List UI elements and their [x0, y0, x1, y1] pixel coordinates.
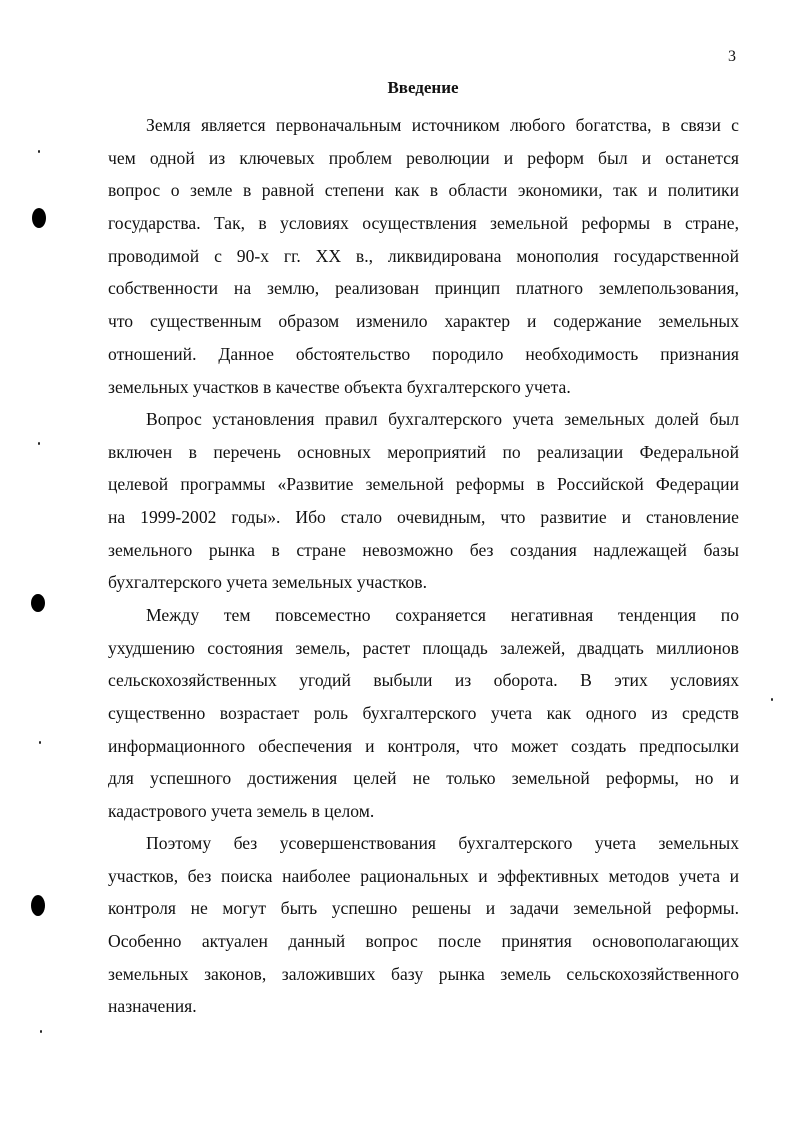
scan-speck: [771, 698, 773, 701]
paragraph-3: [108, 599, 739, 828]
text-line: включен в перечень основных мероприятий по реализации Федеральной: [108, 441, 739, 462]
text-line: Вопрос установления правил бухгалтерского учета земельных долей был: [146, 409, 739, 429]
text-line: сельскохозяйственных угодий выбыли из оборота. В этих условиях: [108, 670, 739, 691]
scan-speck: [38, 150, 40, 153]
binder-hole-mark: [31, 895, 45, 916]
paragraph-2: [108, 403, 739, 599]
text-line: целевой программы «Развитие земельной реформы в Российской Федерации: [108, 474, 739, 495]
text-line: что существенным образом изменило характер и содержание земельных: [108, 311, 739, 332]
text-line: вопрос о земле в равной степени как в области экономики, так и политики: [108, 180, 739, 201]
text-line: для успешного достижения целей не только земельной реформы, но и: [108, 768, 739, 789]
text-line: Земля является первоначальным источником любого богатства, в связи с: [146, 115, 739, 135]
text-line: проводимой с 90-х гг. XX в., ликвидирована монополия государственной: [108, 245, 739, 266]
binder-hole-mark: [32, 208, 46, 228]
scan-speck: [39, 741, 41, 744]
text-line: информационного обеспечения и контроля, что может создать предпосылки: [108, 735, 739, 756]
text-line: назначения.: [108, 996, 197, 1017]
text-line: чем одной из ключевых проблем революции и реформ был и останется: [108, 147, 739, 168]
page-number: 3: [728, 48, 736, 65]
text-line: государства. Так, в условиях осуществления земельной реформы в стране,: [108, 213, 739, 234]
text-line: земельного рынка в стране невозможно без создания надлежащей базы: [108, 539, 739, 560]
text-line: Особенно актуален данный вопрос после принятия основополагающих: [108, 931, 739, 952]
binder-hole-mark: [31, 594, 45, 612]
text-line: участков, без поиска наиболее рациональных и эффективных методов учета и: [108, 865, 739, 886]
text-line: земельных участков в качестве объекта бухгалтерского учета.: [108, 376, 571, 397]
page-title: Введение: [387, 78, 459, 97]
paragraph-1: [108, 109, 739, 403]
scan-speck: [40, 1030, 42, 1033]
text-line: ухудшению состояния земель, растет площадь залежей, двадцать миллионов: [108, 637, 739, 658]
text-line: контроля не могут быть успешно решены и задачи земельной реформы.: [108, 898, 739, 919]
text-line: бухгалтерского учета земельных участков.: [108, 572, 427, 593]
text-line: Между тем повсеместно сохраняется негативная тенденция по: [146, 605, 739, 625]
text-line: земельных законов, заложивших базу рынка земель сельскохозяйственного: [108, 963, 739, 984]
paragraph-4: [108, 827, 739, 1023]
text-line: на 1999-2002 годы». Ибо стало очевидным, что развитие и становление: [108, 507, 739, 528]
scan-speck: [38, 442, 40, 445]
text-line: отношений. Данное обстоятельство породило необходимость признания: [108, 343, 739, 364]
text-line: кадастрового учета земель в целом.: [108, 801, 375, 822]
text-line: Поэтому без усовершенствования бухгалтерского учета земельных: [146, 833, 739, 853]
text-line: существенно возрастает роль бухгалтерского учета как одного из средств: [108, 703, 739, 724]
text-line: собственности на землю, реализован принцип платного землепользования,: [108, 278, 739, 299]
